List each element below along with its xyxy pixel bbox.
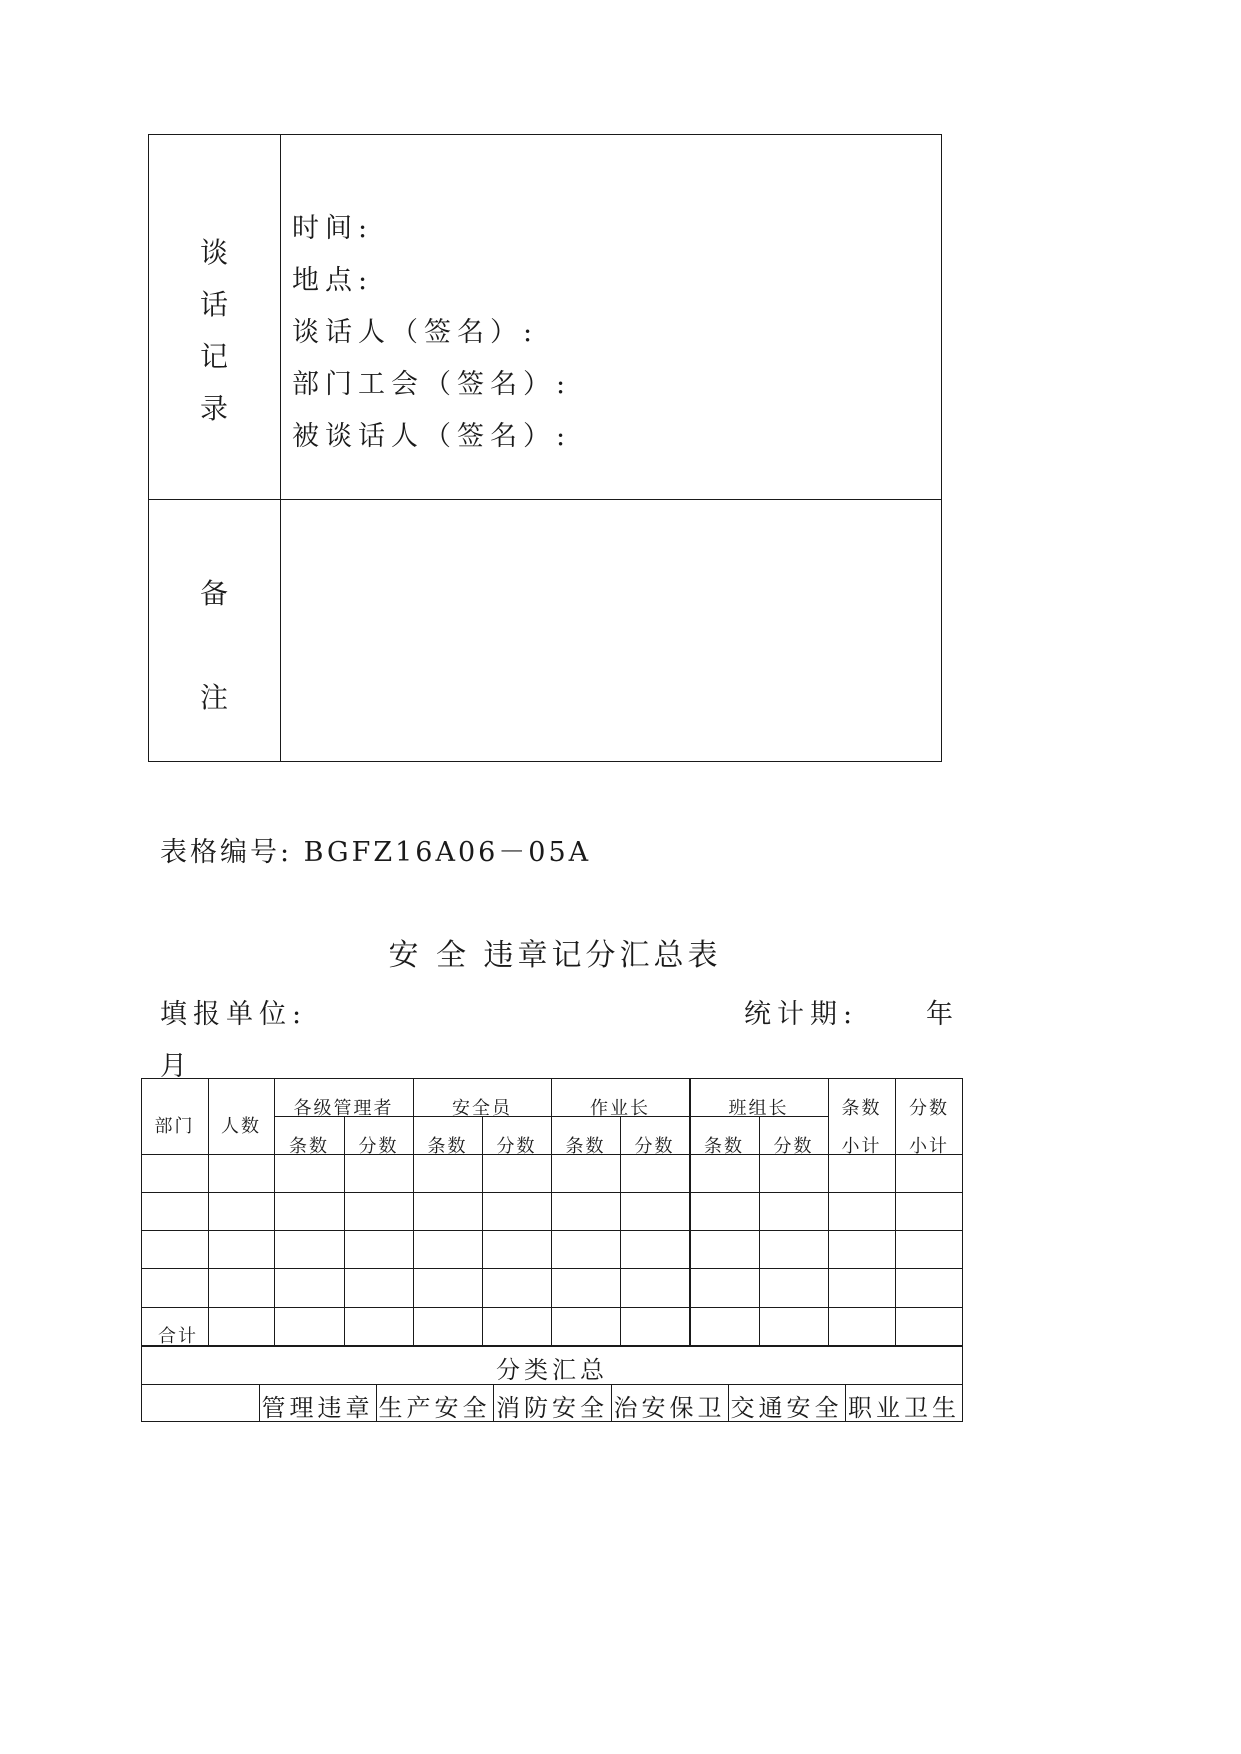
remark-label-char: 注 bbox=[199, 681, 228, 714]
talk-record-label-char: 话 bbox=[199, 288, 228, 321]
year-label: 年 bbox=[926, 999, 959, 1030]
category-occupational-health: 职业卫生 bbox=[848, 1394, 960, 1422]
period-label: 统计期: bbox=[744, 999, 859, 1030]
talk-field-talker-signature: 谈话人（签名）: bbox=[292, 317, 539, 348]
subheader-score: 分数 bbox=[358, 1136, 399, 1157]
header-count-total-line1: 条数 bbox=[841, 1098, 882, 1119]
grid-hline bbox=[141, 1192, 963, 1193]
grid-hline bbox=[141, 1230, 963, 1231]
category-traffic-safety: 交通安全 bbox=[730, 1394, 843, 1422]
remark-label-char: 备 bbox=[199, 577, 228, 610]
header-group-managers: 各级管理者 bbox=[293, 1098, 394, 1119]
category-title: 分类汇总 bbox=[496, 1356, 608, 1384]
category-fire-safety: 消防安全 bbox=[496, 1394, 608, 1422]
talk-record-label-char: 记 bbox=[199, 340, 228, 373]
header-dept: 部门 bbox=[154, 1116, 195, 1137]
subheader-score: 分数 bbox=[496, 1136, 537, 1157]
header-score-total-line2: 小计 bbox=[909, 1136, 949, 1157]
month-label: 月 bbox=[160, 1051, 193, 1082]
subheader-count: 条数 bbox=[427, 1136, 468, 1157]
fill-unit-label: 填报单位: bbox=[160, 999, 308, 1030]
talk-field-place: 地点: bbox=[292, 265, 374, 296]
category-public-security: 治安保卫 bbox=[613, 1394, 726, 1422]
category-production-safety: 生产安全 bbox=[378, 1394, 491, 1422]
grid-hline bbox=[141, 1345, 963, 1347]
grid-hline bbox=[141, 1268, 963, 1269]
subheader-count: 条数 bbox=[704, 1136, 744, 1157]
record-form-divider bbox=[280, 134, 281, 762]
total-row-label: 合计 bbox=[158, 1326, 198, 1347]
subheader-count: 条数 bbox=[565, 1136, 606, 1157]
grid-hline bbox=[141, 1307, 963, 1308]
talk-field-time: 时间: bbox=[292, 213, 374, 244]
talk-field-interviewee-signature: 被谈话人（签名）: bbox=[292, 421, 572, 452]
category-management-violation: 管理违章 bbox=[261, 1394, 374, 1422]
header-group-team-leader: 班组长 bbox=[728, 1098, 789, 1119]
subheader-count: 条数 bbox=[289, 1136, 329, 1157]
record-form-row-divider bbox=[148, 499, 942, 500]
header-score-total-line1: 分数 bbox=[909, 1098, 949, 1119]
subheader-score: 分数 bbox=[773, 1136, 814, 1157]
header-people: 人数 bbox=[221, 1116, 261, 1137]
header-count-total-line2: 小计 bbox=[841, 1136, 882, 1157]
talk-record-label-char: 录 bbox=[199, 392, 228, 425]
header-group-safety-officer: 安全员 bbox=[452, 1098, 512, 1119]
subheader-score: 分数 bbox=[634, 1136, 675, 1157]
form-code: 表格编号: BGFZ16A06－05A bbox=[160, 837, 592, 868]
summary-title: 安 全 违章记分汇总表 bbox=[388, 938, 722, 973]
talk-record-label-char: 谈 bbox=[199, 236, 228, 269]
header-group-work-leader: 作业长 bbox=[590, 1098, 650, 1119]
talk-field-union-signature: 部门工会（签名）: bbox=[292, 369, 572, 400]
